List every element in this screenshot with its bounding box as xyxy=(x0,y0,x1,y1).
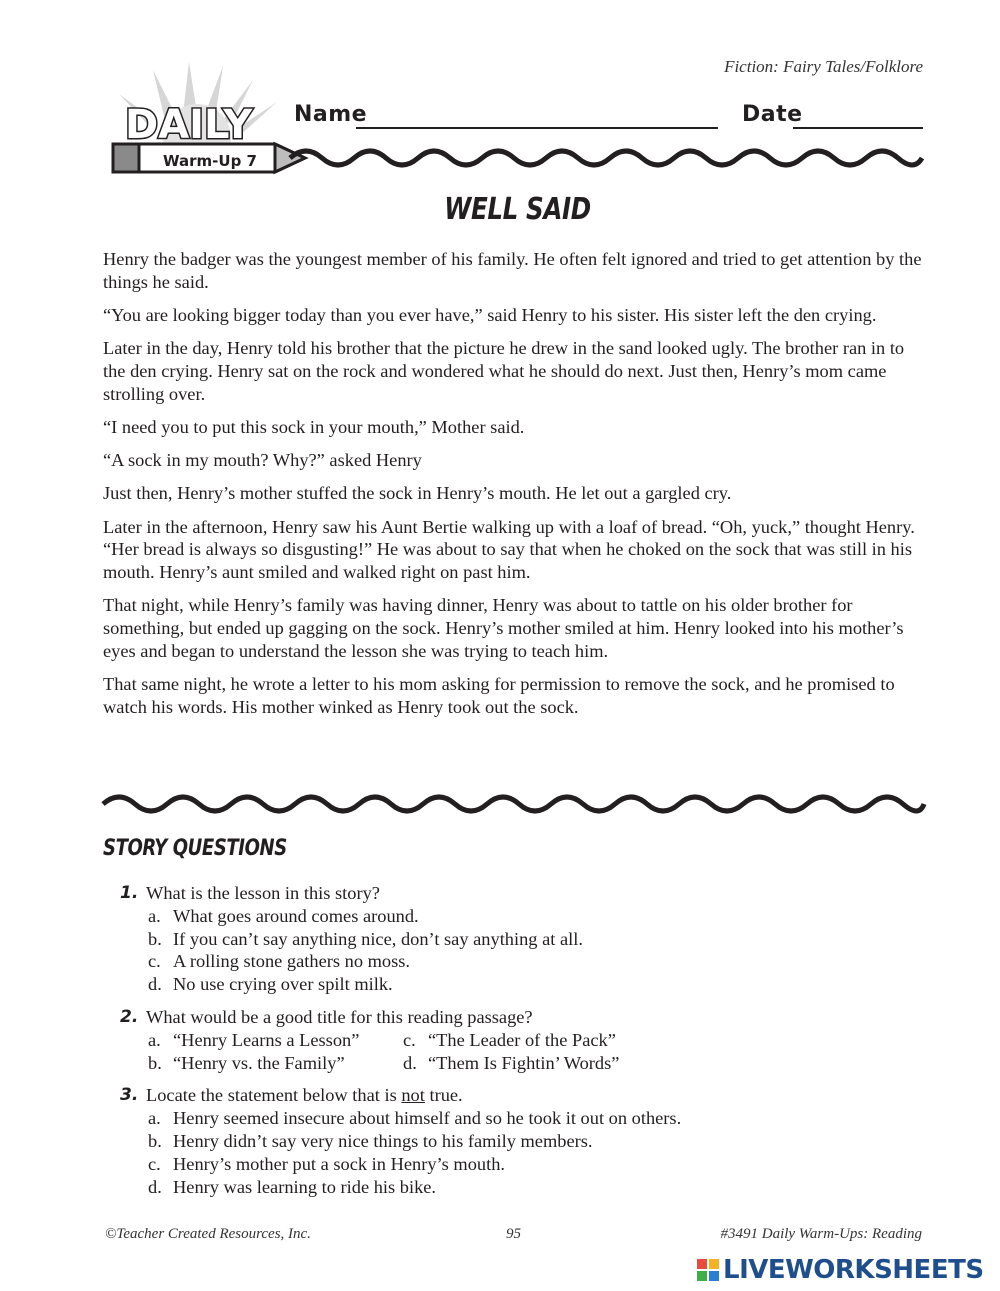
answer-choice[interactable]: c. Henry’s mother put a sock in Henry’s mouth. xyxy=(148,1153,506,1174)
story-paragraph: Henry the badger was the youngest member of his family. He often felt ignored and tried to get attention by the things he said. xyxy=(103,249,922,292)
answer-choice[interactable]: b. If you can’t say anything nice, don’t say anything at all. xyxy=(148,928,583,949)
name-field[interactable] xyxy=(356,127,718,129)
story-paragraph: “You are looking bigger today than you ever have,” said Henry to his sister. His sister left the den crying. xyxy=(103,304,877,325)
question-stem: What is the lesson in this story? xyxy=(146,883,380,903)
story-paragraph: Just then, Henry’s mother stuffed the sock in Henry’s mouth. He let out a gargled cry. xyxy=(103,483,732,504)
logo-sub: Warm-Up 7 xyxy=(163,152,257,170)
answer-choice[interactable]: a. What goes around comes around. xyxy=(148,905,419,926)
genre-label: Fiction: Fairy Tales/Folklore xyxy=(724,57,923,76)
answer-choice[interactable]: c. “The Leader of the Pack” xyxy=(403,1029,616,1050)
name-label: Name xyxy=(294,102,368,127)
question-number: 2. xyxy=(120,1006,139,1027)
date-field[interactable] xyxy=(793,127,923,129)
story-passage xyxy=(103,248,925,729)
question xyxy=(120,1084,920,1198)
answer-choice[interactable]: d. “Them Is Fightin’ Words” xyxy=(403,1052,620,1073)
question-number: 3. xyxy=(120,1085,139,1106)
copyright-text: ©Teacher Created Resources, Inc. xyxy=(105,1226,311,1242)
story-paragraph: “I need you to put this sock in your mouth,” Mother said. xyxy=(103,416,525,437)
answer-choice[interactable]: c. A rolling stone gathers no moss. xyxy=(148,951,411,972)
answer-choice[interactable]: a. Henry seemed insecure about himself and so he took it out on others. xyxy=(148,1108,682,1129)
header-wave-divider xyxy=(0,140,1000,180)
watermark-text: LIVEWORKSHEETS xyxy=(723,1255,984,1285)
logo-word: DAILY xyxy=(125,102,253,148)
answer-choice[interactable]: d. Henry was learning to ride his bike. xyxy=(148,1176,437,1197)
page-number: 95 xyxy=(506,1226,521,1242)
page-title: WELL SAID xyxy=(444,192,591,227)
question-stem: Locate the statement below that is not true. xyxy=(146,1085,463,1106)
answer-choice[interactable]: a. “Henry Learns a Lesson” xyxy=(148,1029,360,1050)
section-wave-divider xyxy=(0,786,1000,826)
story-questions-heading: STORY QUESTIONS xyxy=(103,836,287,861)
question-number: 1. xyxy=(120,883,139,903)
answer-choice[interactable]: b. “Henry vs. the Family” xyxy=(148,1052,345,1073)
question xyxy=(120,1006,920,1074)
story-paragraph: Later in the day, Henry told his brother that the picture he drew in the sand looked ugly. The brother ran in to the den crying. Henry sat on the rock and wondered what he should do next. Just then, Henry’s mom came strolling over. xyxy=(103,338,905,404)
date-label: Date xyxy=(742,102,803,127)
answer-choice[interactable]: d. No use crying over spilt milk. xyxy=(148,974,393,995)
story-paragraph: That same night, he wrote a letter to his mom asking for permission to remove the sock, and he promised to watch his words. His mother winked as Henry took out the sock. xyxy=(103,674,895,717)
story-paragraph: That night, while Henry’s family was having dinner, Henry was about to tattle on his older brother for something, but ended up gagging on the sock. Henry’s mother smiled at him. Henry looked into his mother’s eyes and began to understand the lesson she was trying to teach him. xyxy=(103,595,904,661)
book-title: #3491 Daily Warm-Ups: Reading xyxy=(720,1226,922,1242)
questions-list xyxy=(120,882,920,1208)
answer-choice[interactable]: b. Henry didn’t say very nice things to his family members. xyxy=(148,1130,593,1151)
story-paragraph: “A sock in my mouth? Why?” asked Henry xyxy=(103,450,422,471)
liveworksheets-logo-icon xyxy=(697,1259,719,1281)
question xyxy=(120,882,920,996)
liveworksheets-watermark xyxy=(697,1255,984,1285)
story-paragraph: Later in the afternoon, Henry saw his Aunt Bertie walking up with a loaf of bread. “Oh, yuck,” thought Henry. “Her bread is always so disgusting!” He was about to say that when he choked on the sock that was still in his mouth. Henry’s aunt smiled and walked right on past him. xyxy=(103,516,915,583)
question-stem: What would be a good title for this reading passage? xyxy=(146,1006,533,1027)
